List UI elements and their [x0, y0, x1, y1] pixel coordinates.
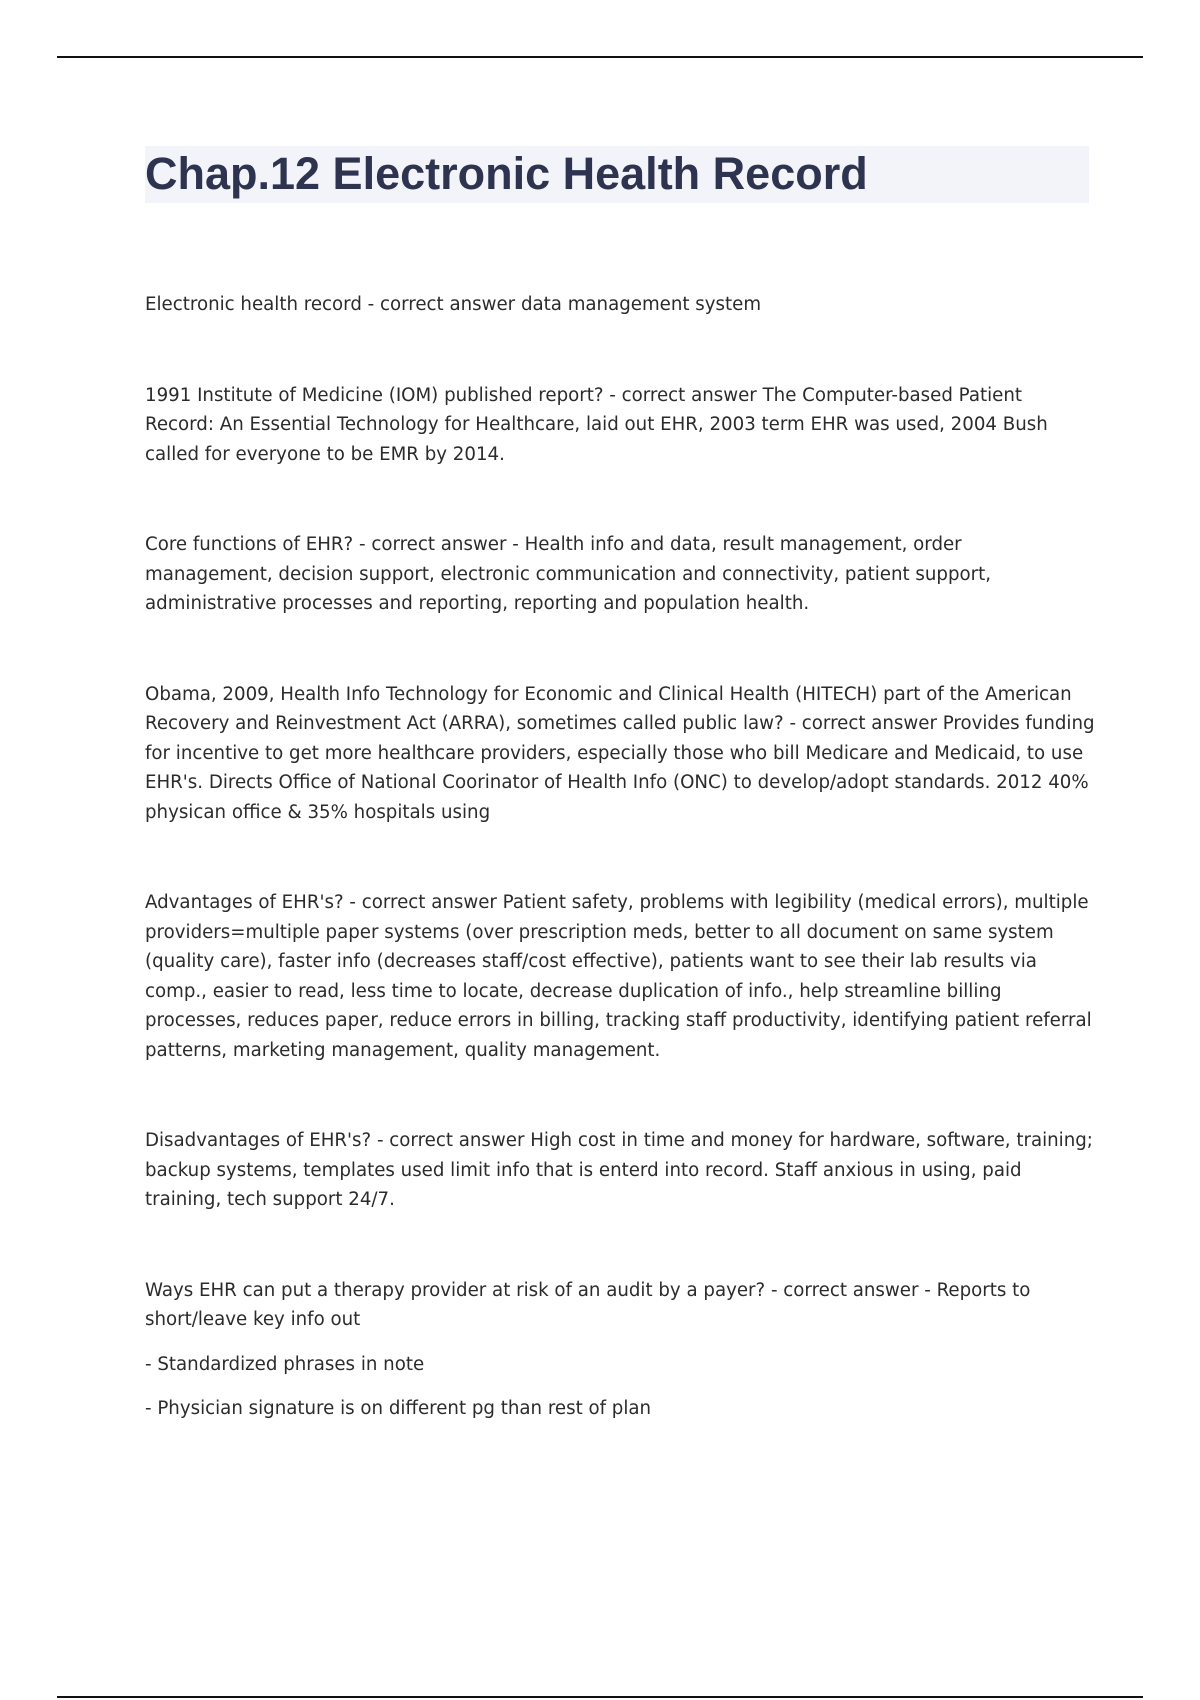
- qa-entry-text: Advantages of EHR's? - correct answer Patient safety, problems with legibility (medical errors), multiple providers=multiple paper systems (over prescription meds, better to all document on same system (quality care), faster info (decreases staff/cost effective), patients want to see their lab results via comp., easier to read, less time to locate, decrease duplication of info., help streamline billing processes, reduces paper, reduce errors in billing, tracking staff productivity, identifying patient referral patterns, marketing management, quality management.: [145, 892, 1092, 1061]
- page-title: Chap.12 Electronic Health Record: [145, 148, 868, 199]
- top-rule: [57, 56, 1143, 58]
- qa-entry-text: 1991 Institute of Medicine (IOM) published report? - correct answer The Computer-based Patient Record: An Essential Technology for Healthcare, laid out EHR, 2003 term EHR was used, 2004 Bush called for everyone to be EMR by 2014.: [145, 384, 1048, 465]
- qa-entry-3: [145, 530, 1095, 619]
- qa-entry-7: [145, 1276, 1095, 1424]
- qa-entry-6: [145, 1126, 1095, 1215]
- qa-entry-2: [145, 381, 1095, 470]
- qa-entry-1: [145, 290, 1095, 320]
- qa-entry-5: [145, 888, 1095, 1065]
- bottom-rule: [57, 1696, 1143, 1698]
- qa-bullet: - Physician signature is on different pg than rest of plan: [145, 1398, 652, 1419]
- qa-entry-text: Disadvantages of EHR's? - correct answer High cost in time and money for hardware, software, training; backup systems, templates used limit info that is enterd into record. Staff anxious in using, paid training, tech support 24/7.: [145, 1130, 1093, 1210]
- qa-entry-text: Electronic health record - correct answer data management system: [145, 294, 762, 315]
- qa-bullet: - Standardized phrases in note: [145, 1353, 425, 1375]
- qa-entry-text: Obama, 2009, Health Info Technology for Economic and Clinical Health (HITECH) part of the American Recovery and Reinvestment Act (ARRA), sometimes called public law? - correct answer Provides funding for incentive to get more healthcare providers, especially those who bill Medicare and Medicaid, to use EHR's. Directs Office of National Coorinator of Health Info (ONC) to develop/adopt standards. 2012 40% physican office & 35% hospitals using: [145, 683, 1095, 823]
- qa-entry-text: Ways EHR can put a therapy provider at risk of an audit by a payer? - correct answer - Reports to short/leave key info out: [145, 1279, 1031, 1330]
- qa-entry-text: Core functions of EHR? - correct answer - Health info and data, result management, order management, decision support, electronic communication and connectivity, patient support, administrative processes and reporting, reporting and population health.: [145, 534, 992, 614]
- qa-list: [145, 290, 1095, 1485]
- qa-entry-4: [145, 680, 1095, 828]
